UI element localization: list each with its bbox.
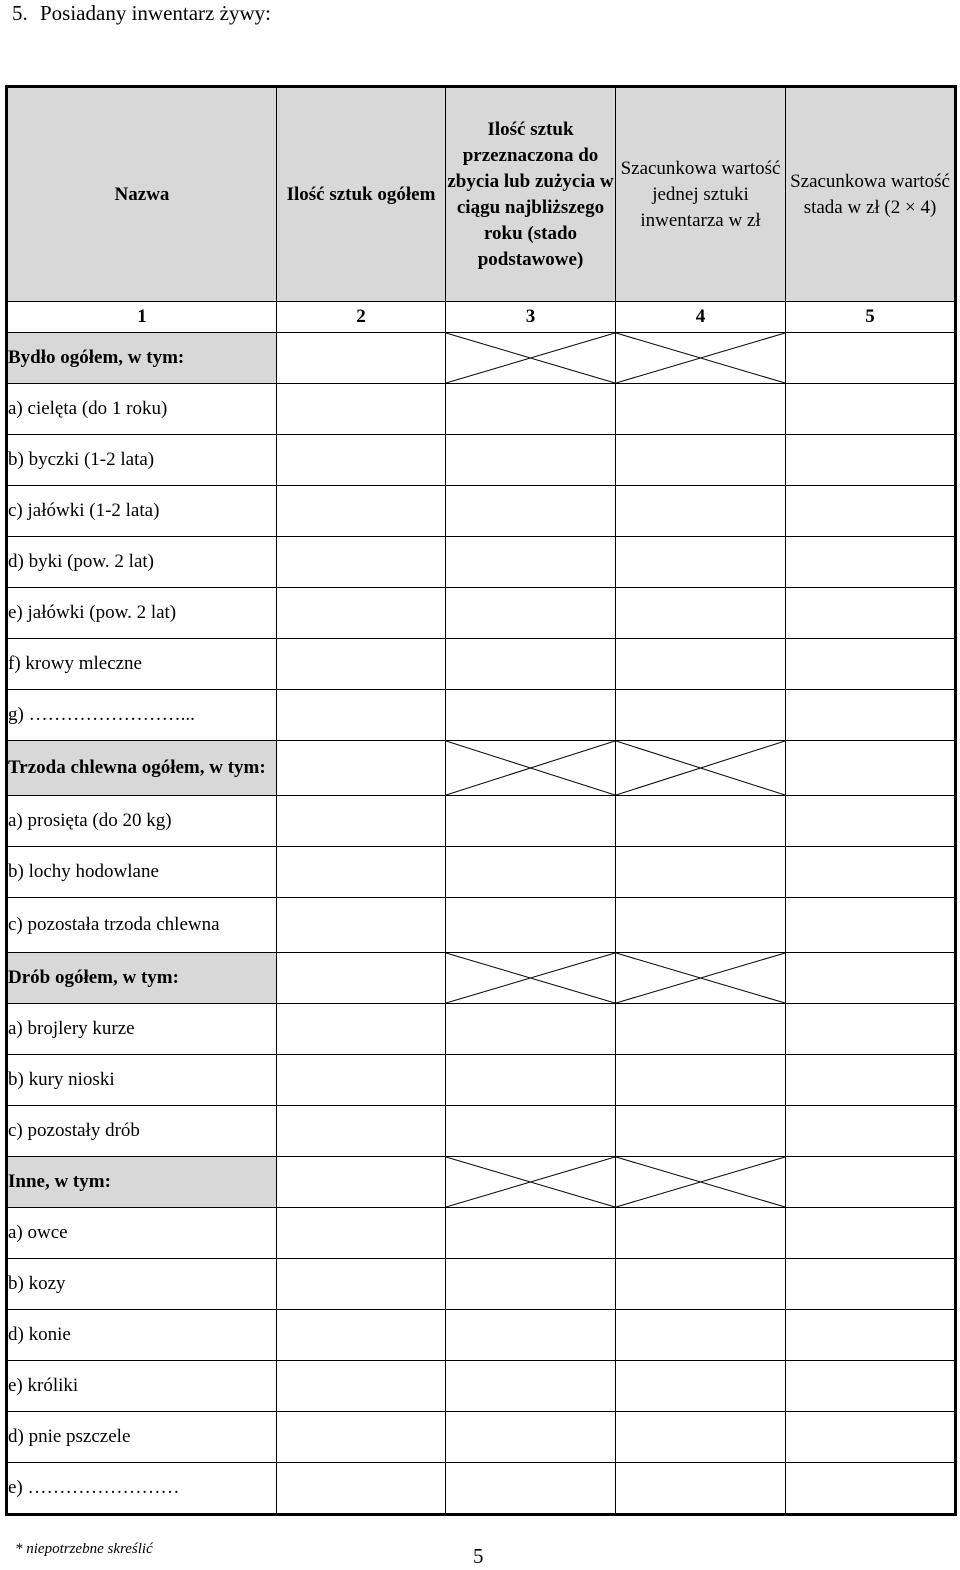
cross-out-mark: [446, 953, 615, 1003]
row-label: a) prosięta (do 20 kg): [7, 796, 277, 847]
group-row: [7, 333, 956, 384]
entry-cell[interactable]: [446, 384, 616, 435]
row-label: c) pozostały drób: [7, 1106, 277, 1157]
row-label: c) pozostała trzoda chlewna: [7, 898, 277, 953]
entry-cell[interactable]: [277, 486, 446, 537]
entry-cell[interactable]: [616, 1106, 786, 1157]
row-label: e) jałówki (pow. 2 lat): [7, 588, 277, 639]
section-number: 5.: [12, 1, 28, 25]
crossed-out-cell: [446, 953, 616, 1004]
entry-cell[interactable]: [786, 796, 956, 847]
entry-cell[interactable]: [446, 898, 616, 953]
column-header-unit-value: Szacunkowa wartość jednej sztuki inwentarza w zł: [616, 87, 786, 302]
entry-cell[interactable]: [277, 690, 446, 741]
crossed-out-cell: [446, 1157, 616, 1208]
column-number: 4: [616, 302, 786, 333]
entry-cell[interactable]: [616, 847, 786, 898]
table-row: [7, 847, 956, 898]
entry-cell[interactable]: [786, 1259, 956, 1310]
page-number: 5: [473, 1544, 484, 1568]
entry-cell[interactable]: [786, 1310, 956, 1361]
group-row: [7, 741, 956, 796]
entry-cell[interactable]: [786, 537, 956, 588]
row-label: d) konie: [7, 1310, 277, 1361]
entry-cell[interactable]: [277, 953, 446, 1004]
table-row: [7, 1361, 956, 1412]
cross-out-mark: [446, 333, 615, 383]
table-row: [7, 1463, 956, 1515]
entry-cell[interactable]: [446, 639, 616, 690]
table-row: [7, 1004, 956, 1055]
entry-cell[interactable]: [277, 1208, 446, 1259]
entry-cell[interactable]: [277, 1310, 446, 1361]
entry-cell[interactable]: [277, 384, 446, 435]
row-label: d) pnie pszczele: [7, 1412, 277, 1463]
table-row: [7, 690, 956, 741]
column-number: 3: [446, 302, 616, 333]
entry-cell[interactable]: [786, 639, 956, 690]
entry-cell[interactable]: [786, 1157, 956, 1208]
crossed-out-cell: [616, 1157, 786, 1208]
entry-cell[interactable]: [786, 1004, 956, 1055]
entry-cell[interactable]: [616, 1208, 786, 1259]
row-label: a) brojlery kurze: [7, 1004, 277, 1055]
entry-cell[interactable]: [277, 847, 446, 898]
section-title: Posiadany inwentarz żywy:: [40, 1, 271, 25]
entry-cell[interactable]: [446, 796, 616, 847]
cross-out-mark: [616, 953, 785, 1003]
cross-out-mark: [616, 1157, 785, 1207]
table-row: [7, 1412, 956, 1463]
row-label: a) owce: [7, 1208, 277, 1259]
group-row: [7, 1157, 956, 1208]
entry-cell[interactable]: [446, 435, 616, 486]
entry-cell[interactable]: [616, 588, 786, 639]
entry-cell[interactable]: [446, 1361, 616, 1412]
entry-cell[interactable]: [616, 898, 786, 953]
table-row: [7, 588, 956, 639]
row-label: b) byczki (1-2 lata): [7, 435, 277, 486]
column-number: 2: [277, 302, 446, 333]
row-label: Drób ogółem, w tym:: [7, 953, 277, 1004]
entry-cell[interactable]: [446, 1208, 616, 1259]
entry-cell[interactable]: [616, 1004, 786, 1055]
entry-cell[interactable]: [786, 741, 956, 796]
entry-cell[interactable]: [786, 953, 956, 1004]
entry-cell[interactable]: [616, 1259, 786, 1310]
section-heading: [12, 0, 271, 26]
column-number: 1: [7, 302, 277, 333]
entry-cell[interactable]: [277, 639, 446, 690]
footnote: * niepotrzebne skreślić: [15, 1541, 153, 1557]
row-label: b) kury nioski: [7, 1055, 277, 1106]
entry-cell[interactable]: [277, 1106, 446, 1157]
entry-cell[interactable]: [446, 1106, 616, 1157]
entry-cell[interactable]: [446, 1310, 616, 1361]
row-label: c) jałówki (1-2 lata): [7, 486, 277, 537]
entry-cell[interactable]: [786, 898, 956, 953]
row-label: Bydło ogółem, w tym:: [7, 333, 277, 384]
column-header-for-sale-count: Ilość sztuk przeznaczona do zbycia lub zużycia w ciągu najbliższego roku (stado podstawowe): [446, 87, 616, 302]
entry-cell[interactable]: [786, 588, 956, 639]
entry-cell[interactable]: [446, 1412, 616, 1463]
crossed-out-cell: [446, 741, 616, 796]
table-row: [7, 1055, 956, 1106]
entry-cell[interactable]: [786, 1106, 956, 1157]
cross-out-mark: [616, 333, 785, 383]
entry-cell[interactable]: [277, 1055, 446, 1106]
entry-cell[interactable]: [277, 537, 446, 588]
entry-cell[interactable]: [446, 1004, 616, 1055]
column-number-row: [7, 302, 956, 333]
row-label: f) krowy mleczne: [7, 639, 277, 690]
entry-cell[interactable]: [277, 1259, 446, 1310]
entry-cell[interactable]: [446, 847, 616, 898]
entry-cell[interactable]: [277, 333, 446, 384]
column-header-total-count: Ilość sztuk ogółem: [277, 87, 446, 302]
entry-cell[interactable]: [616, 796, 786, 847]
table-row: [7, 898, 956, 953]
entry-cell[interactable]: [277, 1412, 446, 1463]
entry-cell[interactable]: [616, 1310, 786, 1361]
entry-cell[interactable]: [786, 1412, 956, 1463]
entry-cell[interactable]: [277, 1157, 446, 1208]
entry-cell[interactable]: [616, 384, 786, 435]
entry-cell[interactable]: [277, 898, 446, 953]
entry-cell[interactable]: [616, 486, 786, 537]
row-label: Inne, w tym:: [7, 1157, 277, 1208]
livestock-table: [5, 85, 957, 1516]
entry-cell[interactable]: [786, 384, 956, 435]
column-header-name: Nazwa: [7, 87, 277, 302]
column-number: 5: [786, 302, 956, 333]
group-row: [7, 953, 956, 1004]
entry-cell[interactable]: [277, 796, 446, 847]
row-label: e) ……………………: [7, 1463, 277, 1515]
crossed-out-cell: [446, 333, 616, 384]
entry-cell[interactable]: [446, 486, 616, 537]
table-row: [7, 537, 956, 588]
entry-cell[interactable]: [616, 435, 786, 486]
entry-cell[interactable]: [786, 1208, 956, 1259]
entry-cell[interactable]: [616, 537, 786, 588]
table-body: [7, 333, 956, 1515]
entry-cell[interactable]: [446, 1463, 616, 1515]
row-label: e) króliki: [7, 1361, 277, 1412]
crossed-out-cell: [616, 333, 786, 384]
table-row: [7, 1208, 956, 1259]
entry-cell[interactable]: [616, 1412, 786, 1463]
table-row: [7, 1259, 956, 1310]
entry-cell[interactable]: [277, 1361, 446, 1412]
entry-cell[interactable]: [616, 1361, 786, 1412]
table-row: [7, 796, 956, 847]
table-row: [7, 486, 956, 537]
row-label: b) lochy hodowlane: [7, 847, 277, 898]
row-label: g) ……………………...: [7, 690, 277, 741]
entry-cell[interactable]: [786, 1463, 956, 1515]
column-header-herd-value: Szacunkowa wartość stada w zł (2 × 4): [786, 87, 956, 302]
entry-cell[interactable]: [277, 1463, 446, 1515]
entry-cell[interactable]: [446, 588, 616, 639]
row-label: a) cielęta (do 1 roku): [7, 384, 277, 435]
cross-out-mark: [446, 741, 615, 795]
row-label: Trzoda chlewna ogółem, w tym:: [7, 741, 277, 796]
crossed-out-cell: [616, 741, 786, 796]
table-row: [7, 435, 956, 486]
table-row: [7, 384, 956, 435]
row-label: d) byki (pow. 2 lat): [7, 537, 277, 588]
entry-cell[interactable]: [277, 1004, 446, 1055]
table-row: [7, 1106, 956, 1157]
entry-cell[interactable]: [446, 690, 616, 741]
entry-cell[interactable]: [277, 435, 446, 486]
entry-cell[interactable]: [786, 486, 956, 537]
entry-cell[interactable]: [616, 1055, 786, 1106]
cross-out-mark: [616, 741, 785, 795]
table-row: [7, 1310, 956, 1361]
entry-cell[interactable]: [616, 639, 786, 690]
entry-cell[interactable]: [446, 1259, 616, 1310]
entry-cell[interactable]: [786, 847, 956, 898]
entry-cell[interactable]: [786, 333, 956, 384]
table-row: [7, 639, 956, 690]
row-label: b) kozy: [7, 1259, 277, 1310]
entry-cell[interactable]: [277, 741, 446, 796]
crossed-out-cell: [616, 953, 786, 1004]
entry-cell[interactable]: [446, 537, 616, 588]
entry-cell[interactable]: [786, 1361, 956, 1412]
entry-cell[interactable]: [786, 1055, 956, 1106]
header-row: [7, 87, 956, 302]
entry-cell[interactable]: [786, 435, 956, 486]
cross-out-mark: [446, 1157, 615, 1207]
entry-cell[interactable]: [616, 690, 786, 741]
entry-cell[interactable]: [446, 1055, 616, 1106]
entry-cell[interactable]: [786, 690, 956, 741]
entry-cell[interactable]: [277, 588, 446, 639]
entry-cell[interactable]: [616, 1463, 786, 1515]
